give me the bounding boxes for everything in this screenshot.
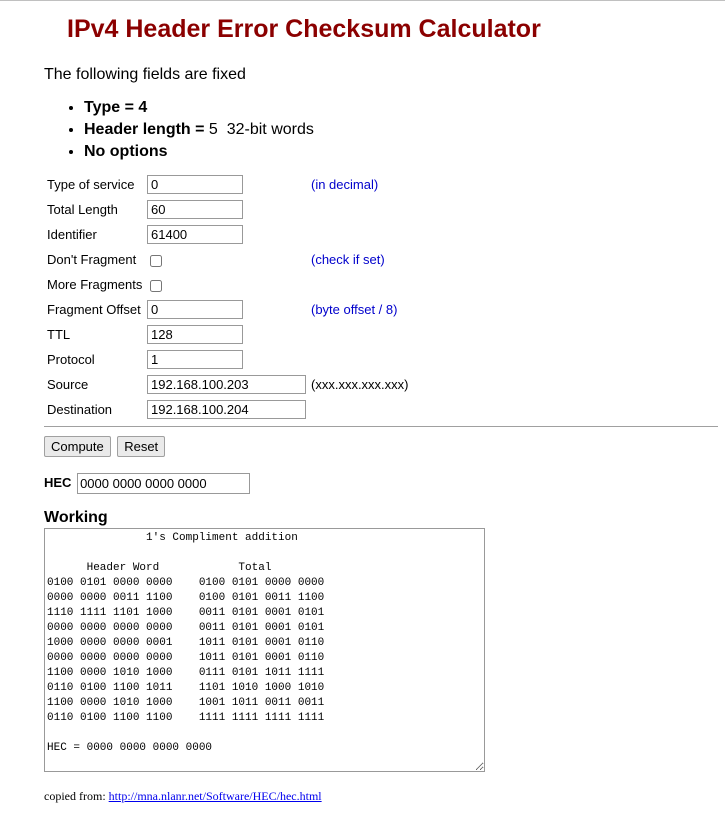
source-input[interactable] xyxy=(147,375,306,394)
top-divider xyxy=(0,0,725,1)
total-length-label: Total Length xyxy=(47,202,118,217)
protocol-label: Protocol xyxy=(47,352,95,367)
hec-label: HEC xyxy=(44,474,72,490)
field-row-fragment-offset xyxy=(46,298,410,321)
dont-fragment-label: Don't Fragment xyxy=(47,252,137,267)
tos-input[interactable] xyxy=(147,175,243,194)
credit-link[interactable]: http://mna.nlanr.net/Software/HEC/hec.html xyxy=(108,789,322,803)
fixed-field-label: No options xyxy=(84,143,168,160)
hec-row xyxy=(44,473,250,494)
header-fields-form xyxy=(44,171,412,423)
fixed-field-label: Header length = xyxy=(84,121,205,138)
fragment-offset-input[interactable] xyxy=(147,300,243,319)
working-textarea[interactable] xyxy=(44,528,485,772)
identifier-label: Identifier xyxy=(47,227,97,242)
fixed-field-item xyxy=(84,120,314,142)
tos-label: Type of service xyxy=(47,177,135,192)
destination-input[interactable] xyxy=(147,400,306,419)
fixed-field-label: Type = 4 xyxy=(84,99,148,116)
field-row-destination xyxy=(46,398,410,421)
protocol-input[interactable] xyxy=(147,350,243,369)
fixed-field-item xyxy=(84,98,314,120)
reset-button[interactable]: Reset xyxy=(117,436,165,457)
source-hint: (xxx.xxx.xxx.xxx) xyxy=(311,377,409,392)
source-label: Source xyxy=(47,377,89,392)
field-row-tos xyxy=(46,173,410,196)
field-row-source xyxy=(46,373,410,396)
field-row-protocol xyxy=(46,348,410,371)
page-title: IPv4 Header Error Checksum Calculator xyxy=(67,15,541,43)
ttl-input[interactable] xyxy=(147,325,243,344)
tos-hint: (in decimal) xyxy=(311,177,379,192)
intro-text: The following fields are fixed xyxy=(44,66,246,83)
hec-output[interactable] xyxy=(77,473,250,494)
more-fragments-checkbox[interactable] xyxy=(150,280,162,292)
ttl-label: TTL xyxy=(47,327,71,342)
compute-button[interactable]: Compute xyxy=(44,436,111,457)
credit-prefix: copied from: xyxy=(44,789,109,803)
fixed-field-item xyxy=(84,142,314,164)
destination-label: Destination xyxy=(47,402,113,417)
dont-fragment-hint: (check if set) xyxy=(311,252,385,267)
fixed-fields-list xyxy=(44,98,314,164)
more-fragments-label: More Fragments xyxy=(47,277,143,292)
working-heading: Working xyxy=(44,509,108,526)
identifier-input[interactable] xyxy=(147,225,243,244)
total-length-input[interactable] xyxy=(147,200,243,219)
dont-fragment-checkbox[interactable] xyxy=(150,255,162,267)
fragment-offset-label: Fragment Offset xyxy=(47,302,141,317)
action-buttons xyxy=(44,436,167,457)
field-row-dont-fragment xyxy=(46,248,410,271)
field-row-ttl xyxy=(46,323,410,346)
fixed-field-value: 5 32-bit words xyxy=(204,121,314,138)
credit-line xyxy=(44,789,322,804)
fragment-offset-hint: (byte offset / 8) xyxy=(311,302,398,317)
field-row-total-length xyxy=(46,198,410,221)
form-divider xyxy=(44,426,718,427)
field-row-identifier xyxy=(46,223,410,246)
field-row-more-fragments xyxy=(46,273,410,296)
